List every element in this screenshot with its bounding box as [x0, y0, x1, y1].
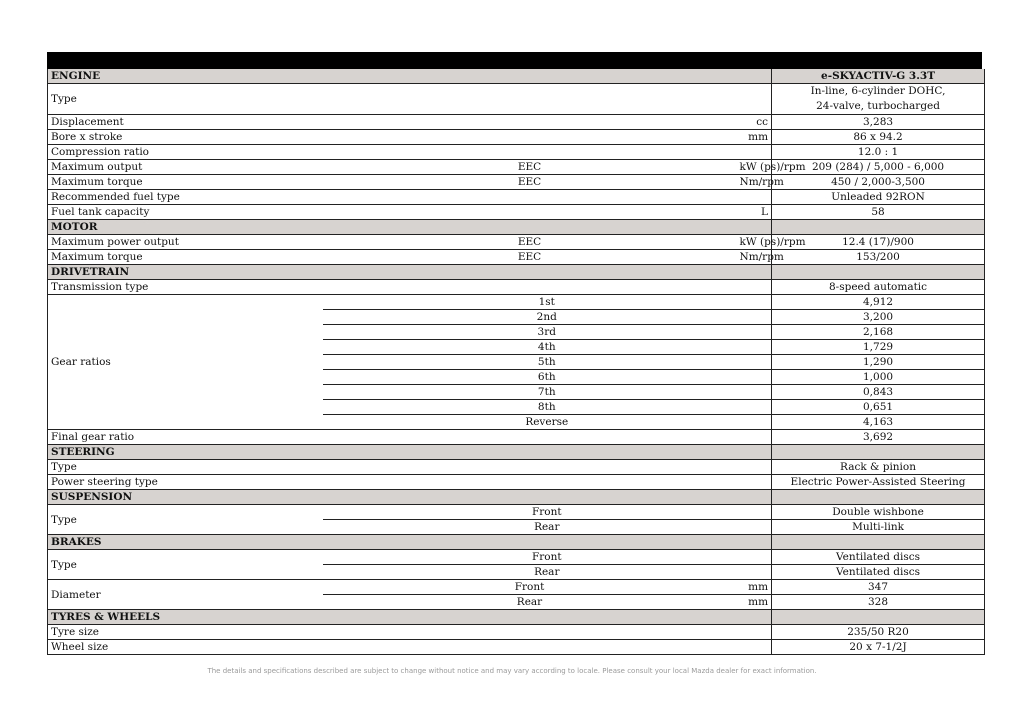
section-brakes [48, 535, 985, 550]
section-title: MOTOR [48, 220, 772, 235]
row-label: Maximum output [48, 160, 323, 175]
row-label: Maximum power output [48, 235, 323, 250]
section-steering [48, 445, 985, 460]
gear-name: 8th [323, 400, 772, 415]
section-title: SUSPENSION [48, 490, 772, 505]
model-name: e-SKYACTIV-G 3.3T [772, 69, 985, 84]
section-tyres [48, 610, 985, 625]
row-label: Maximum torque [48, 175, 323, 190]
row-value: 153/200 [772, 250, 985, 265]
section-value-empty [772, 265, 985, 280]
row-value: 328 [772, 595, 985, 610]
table-row [48, 160, 985, 175]
row-label: Tyre size [48, 625, 772, 640]
gear-name: 3rd [323, 325, 772, 340]
row-label: Compression ratio [48, 145, 772, 160]
row-unit: kW (ps)/rpm [737, 235, 772, 250]
row-value: 450 / 2,000-3,500 [772, 175, 985, 190]
row-value: Unleaded 92RON [772, 190, 985, 205]
row-condition [323, 205, 737, 220]
row-unit: L [737, 205, 772, 220]
gear-ratios-label: Gear ratios [48, 295, 323, 430]
row-label: Final gear ratio [48, 430, 772, 445]
row-condition: EEC [323, 235, 737, 250]
gear-row [48, 295, 985, 310]
row-condition [323, 115, 737, 130]
row-condition: EEC [323, 175, 737, 190]
row-value: 8-speed automatic [772, 280, 985, 295]
section-engine [48, 69, 985, 84]
section-motor [48, 220, 985, 235]
top-black-bar [47, 52, 982, 69]
gear-name: 6th [323, 370, 772, 385]
gear-ratio: 1,290 [772, 355, 985, 370]
spec-sheet [47, 52, 982, 655]
gear-ratio: 1,000 [772, 370, 985, 385]
section-title: DRIVETRAIN [48, 265, 772, 280]
gear-name: 2nd [323, 310, 772, 325]
row-label: Type [48, 460, 772, 475]
table-row [48, 235, 985, 250]
row-label: Maximum torque [48, 250, 323, 265]
row-position: Front [323, 550, 772, 565]
table-row [48, 580, 985, 595]
row-position: Rear [323, 565, 772, 580]
row-value: Rack & pinion [772, 460, 985, 475]
value-line-2: 24-valve, turbocharged [816, 100, 940, 112]
section-title: TYRES & WHEELS [48, 610, 772, 625]
value-line-1: In-line, 6-cylinder DOHC, [810, 85, 946, 97]
row-label: Diameter [48, 580, 323, 610]
row-condition: EEC [323, 160, 737, 175]
row-unit: Nm/rpm [737, 175, 772, 190]
row-unit: kW (ps)/rpm [737, 160, 772, 175]
spec-table [47, 69, 985, 655]
gear-name: 7th [323, 385, 772, 400]
row-value: 209 (284) / 5,000 - 6,000 [772, 160, 985, 175]
row-position: Front [323, 580, 737, 595]
table-row [48, 625, 985, 640]
row-value: 12.4 (17)/900 [772, 235, 985, 250]
row-value: 235/50 R20 [772, 625, 985, 640]
row-value: 12.0 : 1 [772, 145, 985, 160]
row-value: 58 [772, 205, 985, 220]
row-condition [323, 130, 737, 145]
section-value-empty [772, 490, 985, 505]
table-row [48, 280, 985, 295]
section-value-empty [772, 610, 985, 625]
row-unit: mm [737, 130, 772, 145]
row-label: Bore x stroke [48, 130, 323, 145]
table-row [48, 460, 985, 475]
table-row [48, 115, 985, 130]
row-value: Ventilated discs [772, 550, 985, 565]
section-title: BRAKES [48, 535, 772, 550]
gear-ratio: 0,651 [772, 400, 985, 415]
table-row [48, 190, 985, 205]
row-value: Double wishbone [772, 505, 985, 520]
row-label: Type [48, 550, 323, 580]
gear-ratio: 4,912 [772, 295, 985, 310]
row-value [772, 84, 985, 115]
gear-name: 5th [323, 355, 772, 370]
table-row [48, 430, 985, 445]
row-unit: Nm/rpm [737, 250, 772, 265]
row-label: Power steering type [48, 475, 772, 490]
table-row [48, 550, 985, 565]
row-label: Recommended fuel type [48, 190, 772, 205]
row-value: Electric Power-Assisted Steering [772, 475, 985, 490]
table-row [48, 130, 985, 145]
section-value-empty [772, 445, 985, 460]
gear-ratio: 4,163 [772, 415, 985, 430]
row-label: Displacement [48, 115, 323, 130]
row-value: 3,692 [772, 430, 985, 445]
row-value: 347 [772, 580, 985, 595]
row-value: Ventilated discs [772, 565, 985, 580]
gear-ratio: 2,168 [772, 325, 985, 340]
table-row [48, 84, 985, 115]
row-label: Transmission type [48, 280, 772, 295]
gear-name: Reverse [323, 415, 772, 430]
table-row [48, 250, 985, 265]
table-row [48, 640, 985, 655]
row-unit: mm [737, 595, 772, 610]
table-row [48, 505, 985, 520]
row-value: 3,283 [772, 115, 985, 130]
row-value: 86 x 94.2 [772, 130, 985, 145]
section-drivetrain [48, 265, 985, 280]
section-title: ENGINE [48, 69, 772, 84]
row-position: Rear [323, 595, 737, 610]
row-label: Wheel size [48, 640, 772, 655]
row-unit: mm [737, 580, 772, 595]
row-label: Type [48, 505, 323, 535]
row-unit: cc [737, 115, 772, 130]
gear-name: 4th [323, 340, 772, 355]
row-position: Rear [323, 520, 772, 535]
table-row [48, 145, 985, 160]
row-value: Multi-link [772, 520, 985, 535]
row-label: Type [48, 84, 772, 115]
row-position: Front [323, 505, 772, 520]
gear-ratio: 1,729 [772, 340, 985, 355]
section-value-empty [772, 220, 985, 235]
section-suspension [48, 490, 985, 505]
gear-ratio: 3,200 [772, 310, 985, 325]
table-row [48, 475, 985, 490]
row-label: Fuel tank capacity [48, 205, 323, 220]
section-value-empty [772, 535, 985, 550]
gear-ratio: 0,843 [772, 385, 985, 400]
gear-name: 1st [323, 295, 772, 310]
section-title: STEERING [48, 445, 772, 460]
footnote: The details and specifications described are subject to change without notice and may vary according to locale. Please consult your local Mazda dealer for exact information. [207, 667, 817, 675]
row-value: 20 x 7-1/2J [772, 640, 985, 655]
row-condition: EEC [323, 250, 737, 265]
table-row [48, 175, 985, 190]
table-row [48, 205, 985, 220]
